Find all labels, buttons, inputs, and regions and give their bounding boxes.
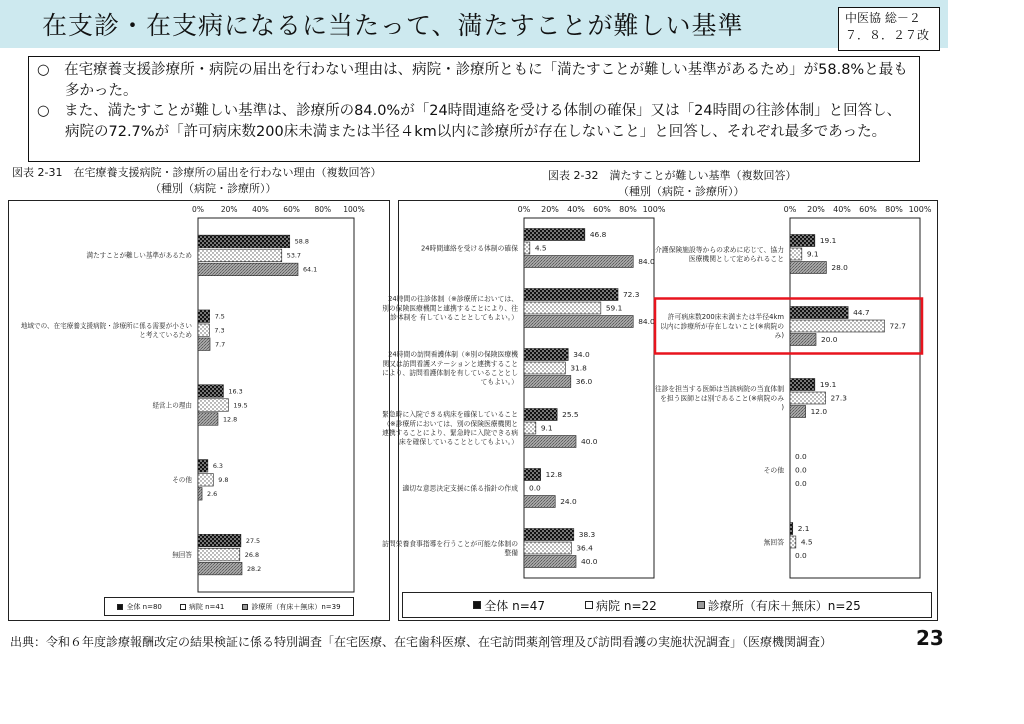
legend-swatch-clinic (697, 601, 705, 609)
data-label-hospital: 9.1 (806, 249, 819, 259)
data-label-all: 2.1 (797, 524, 810, 534)
data-label-hospital: 19.5 (233, 401, 248, 410)
bar-all (790, 379, 815, 391)
data-label-all: 0.0 (795, 452, 807, 462)
data-label-hospital: 0.0 (529, 483, 541, 493)
x-tick-label: 0% (517, 205, 531, 214)
data-label-clinic: 20.0 (821, 335, 838, 345)
bar-hospital (524, 362, 565, 374)
bar-hospital (790, 392, 825, 404)
source-note: 出典：令和６年度診療報酬改定の結果検証に係る特別調査「在宅医療、在宅歯科医療、在宅訪問薬剤管理及び訪問看護の実施状況調査」（医療機関調査） (10, 635, 833, 649)
legend-label-clinic: 診療所（有床＋無床）n=25 (707, 598, 861, 613)
bar-all (524, 529, 574, 541)
data-label-all: 72.3 (622, 290, 640, 300)
plot-area (524, 218, 654, 578)
data-label-all: 19.1 (819, 236, 837, 246)
chart-1 (21, 205, 365, 592)
legend-item-hospital (180, 602, 224, 612)
category-label: その他 (172, 476, 192, 485)
bar-all (198, 460, 208, 473)
bar-hospital (198, 249, 282, 262)
category-label: 訪問栄養食事指導を行うことが可能な体制の整備 (382, 539, 518, 557)
data-label-clinic: 24.0 (560, 497, 577, 507)
chart-3 (655, 205, 932, 578)
bar-clinic (524, 436, 576, 448)
legend-swatch-all (473, 601, 481, 609)
data-label-all: 46.8 (589, 230, 607, 240)
x-tick-label: 80% (314, 205, 332, 214)
bar-hospital (524, 422, 536, 434)
x-tick-label: 40% (252, 205, 269, 214)
legend-label-hospital: 病院 n=41 (188, 602, 225, 611)
category-label: 許可病床数200床未満または半径4km 以内に診療所が存在しないこと(※病院のみ) (660, 313, 784, 340)
legend-item-all (117, 602, 161, 612)
data-label-clinic: 28.2 (246, 564, 262, 573)
data-label-clinic: 84.0 (638, 257, 655, 267)
data-label-clinic: 12.0 (810, 407, 828, 417)
bar-hospital (524, 542, 571, 554)
data-label-hospital: 4.5 (800, 537, 813, 547)
legend-swatch-hospital (180, 604, 186, 610)
bar-hospital (790, 248, 802, 260)
data-label-hospital: 59.1 (605, 303, 623, 313)
bar-all (790, 235, 815, 247)
data-label-clinic: 40.0 (581, 437, 598, 447)
bar-all (524, 229, 585, 241)
data-label-hospital: 4.5 (534, 243, 547, 253)
category-label: 満たすことが難しい基準があるため (86, 251, 192, 260)
x-tick-label: 40% (833, 205, 851, 214)
data-label-hospital: 27.3 (830, 393, 847, 403)
legend-label-all: 全体 n=80 (126, 602, 162, 611)
bar-clinic (790, 262, 826, 274)
data-label-all: 19.1 (819, 380, 837, 390)
x-tick-label: 80% (885, 205, 903, 214)
bar-all (524, 349, 568, 361)
data-label-all: 44.7 (853, 308, 870, 318)
bar-clinic (790, 334, 816, 346)
data-label-all: 7.5 (214, 312, 225, 321)
page-number: 23 (916, 626, 944, 650)
data-label-clinic: 0.0 (795, 551, 807, 561)
chart-2 (382, 205, 666, 578)
data-label-all: 34.0 (573, 350, 590, 360)
bar-hospital (198, 324, 209, 337)
bar-clinic (198, 338, 210, 351)
legend-label-clinic: 診療所（有床＋無床）n=39 (251, 602, 341, 611)
x-tick-label: 80% (619, 205, 637, 214)
bar-all (524, 289, 618, 301)
page-title: 在支診・在支病になるに当たって、満たすことが難しい基準 (42, 11, 744, 40)
bar-hospital (524, 242, 530, 254)
category-label: 24時間の訪問看護体制（※別の保険医療機関又は訪問看護ステーションと連携することにより、訪問看護体制を有していることとしてもよい。） (382, 350, 518, 387)
x-tick-label: 60% (859, 205, 877, 214)
legend-item-clinic (242, 602, 340, 612)
category-label: 無回答 (172, 550, 192, 559)
data-label-clinic: 28.0 (831, 263, 848, 273)
data-label-clinic: 2.6 (207, 490, 218, 499)
category-label: 往診を担当する医師は当該病院の当直体制を担う医師とは別であること(※病院のみ) (654, 385, 784, 412)
x-tick-label: 0% (783, 205, 797, 214)
data-label-hospital: 9.1 (540, 423, 553, 433)
figure-2-31-subtitle: （種別（病院・診療所）） (150, 182, 277, 195)
data-label-all: 25.5 (562, 410, 579, 420)
bar-clinic (524, 556, 576, 568)
bar-hospital (524, 302, 601, 314)
data-label-clinic: 7.7 (215, 340, 226, 349)
legend-swatch-all (117, 604, 123, 610)
figure-2-31-legend (104, 597, 354, 616)
data-label-all: 38.3 (578, 530, 596, 540)
legend-label-hospital: 病院 n=22 (596, 598, 657, 613)
legend-label-all: 全体 n=47 (484, 598, 546, 613)
data-label-clinic: 0.0 (795, 479, 807, 489)
document-id-line-1: 中医協 総－２ (845, 11, 921, 25)
data-label-hospital: 0.0 (795, 465, 807, 475)
category-label: 無回答 (763, 538, 784, 547)
data-label-hospital: 53.7 (286, 251, 302, 260)
data-label-clinic: 40.0 (581, 557, 598, 567)
bar-clinic (198, 413, 218, 426)
data-label-all: 16.3 (228, 387, 243, 396)
bar-clinic (198, 488, 202, 501)
bar-all (198, 385, 223, 398)
bar-clinic (524, 316, 633, 328)
data-label-all: 27.5 (245, 536, 261, 545)
data-label-clinic: 64.1 (302, 265, 318, 274)
figure-2-31-title: 図表 2-31 在宅療養支援病院・診療所の届出を行わない理由（複数回答） (12, 166, 382, 179)
bar-hospital (790, 320, 885, 332)
data-label-clinic: 12.8 (222, 415, 238, 424)
legend-item-clinic (697, 597, 861, 614)
data-label-hospital: 7.3 (214, 326, 225, 335)
bar-all (198, 235, 290, 248)
x-tick-label: 20% (541, 205, 559, 214)
category-label: 介護保険施設等からの求めに応じて、協力医療機関として定められること (654, 245, 784, 263)
data-label-clinic: 36.0 (575, 377, 593, 387)
category-label: その他 (763, 466, 784, 475)
category-label: 地域での、在宅療養支援病院・診療所に係る需要が小さいと考えているため (20, 322, 192, 339)
data-label-all: 58.8 (294, 237, 309, 246)
bar-clinic (198, 263, 298, 276)
x-tick-label: 40% (567, 205, 585, 214)
bar-all (524, 409, 557, 421)
data-label-hospital: 26.8 (244, 550, 260, 559)
data-label-hospital: 9.8 (218, 476, 229, 485)
data-label-hospital: 72.7 (889, 321, 906, 331)
x-tick-label: 20% (220, 205, 238, 214)
bar-all (198, 534, 241, 547)
data-label-hospital: 36.4 (576, 543, 593, 553)
bar-hospital (198, 474, 213, 487)
x-tick-label: 20% (807, 205, 825, 214)
data-label-hospital: 31.8 (570, 363, 587, 373)
summary-point-2: ○ また、満たすことが難しい基準は、診療所の84.0%が「24時間連絡を受ける体制の確保」又は「24時間の往診体制」と回答し、病院の72.7%が「許可病床数200床未満または半径４km以内に診療所が存在しないこと」と回答し、それぞれ最多であった。 (37, 103, 902, 140)
figure-2-32-subtitle: （種別（病院・診療所）） (618, 185, 745, 198)
bar-hospital (198, 399, 228, 412)
x-tick-label: 60% (283, 205, 300, 214)
figure-2-32-title: 図表 2-32 満たすことが難しい基準（複数回答） (548, 169, 797, 182)
x-tick-label: 100% (908, 205, 932, 214)
x-tick-label: 100% (343, 205, 365, 214)
bar-all (524, 469, 541, 481)
bar-clinic (198, 562, 242, 575)
category-label: 24時間連絡を受ける体制の確保 (420, 244, 518, 253)
bar-hospital (790, 536, 796, 548)
x-tick-label: 60% (593, 205, 611, 214)
bar-hospital (198, 548, 240, 561)
legend-item-hospital (585, 597, 657, 614)
figure-2-32-legend (402, 592, 932, 618)
legend-swatch-clinic (242, 604, 248, 610)
bar-clinic (524, 256, 633, 268)
document-id-line-2: ７．８．２７改 (845, 28, 930, 42)
bar-clinic (790, 406, 806, 418)
bar-clinic (524, 496, 555, 508)
bar-all (790, 307, 848, 319)
legend-item-all (473, 597, 545, 614)
x-tick-label: 100% (642, 205, 666, 214)
x-tick-label: 0% (192, 205, 204, 214)
bar-clinic (524, 376, 571, 388)
data-label-all: 12.8 (545, 470, 563, 480)
category-label: 適切な意思決定支援に係る指針の作成 (402, 484, 518, 493)
data-label-all: 6.3 (212, 462, 223, 471)
summary-point-1: ○ 在宅療養支援診療所・病院の届出を行わない理由は、病院・診療所ともに「満たすことが難しい基準があるため」が58.8%と最も多かった。 (37, 62, 908, 99)
category-label: 緊急時に入院できる病床を確保していること（※診療所においては、別の保険医療機関と連携することにより、緊急時に入院できる病床を確保していることとしてもよい。） (382, 410, 518, 447)
data-label-clinic: 84.0 (638, 317, 655, 327)
category-label: 経営上の理由 (152, 401, 192, 410)
bar-all (790, 523, 793, 535)
category-label: 24時間の往診体制（※診療所においては、別の保険医療機関と連携することにより、往診体制を 有していることとしてもよい。） (382, 295, 518, 322)
legend-swatch-hospital (585, 601, 593, 609)
bar-all (198, 310, 210, 323)
